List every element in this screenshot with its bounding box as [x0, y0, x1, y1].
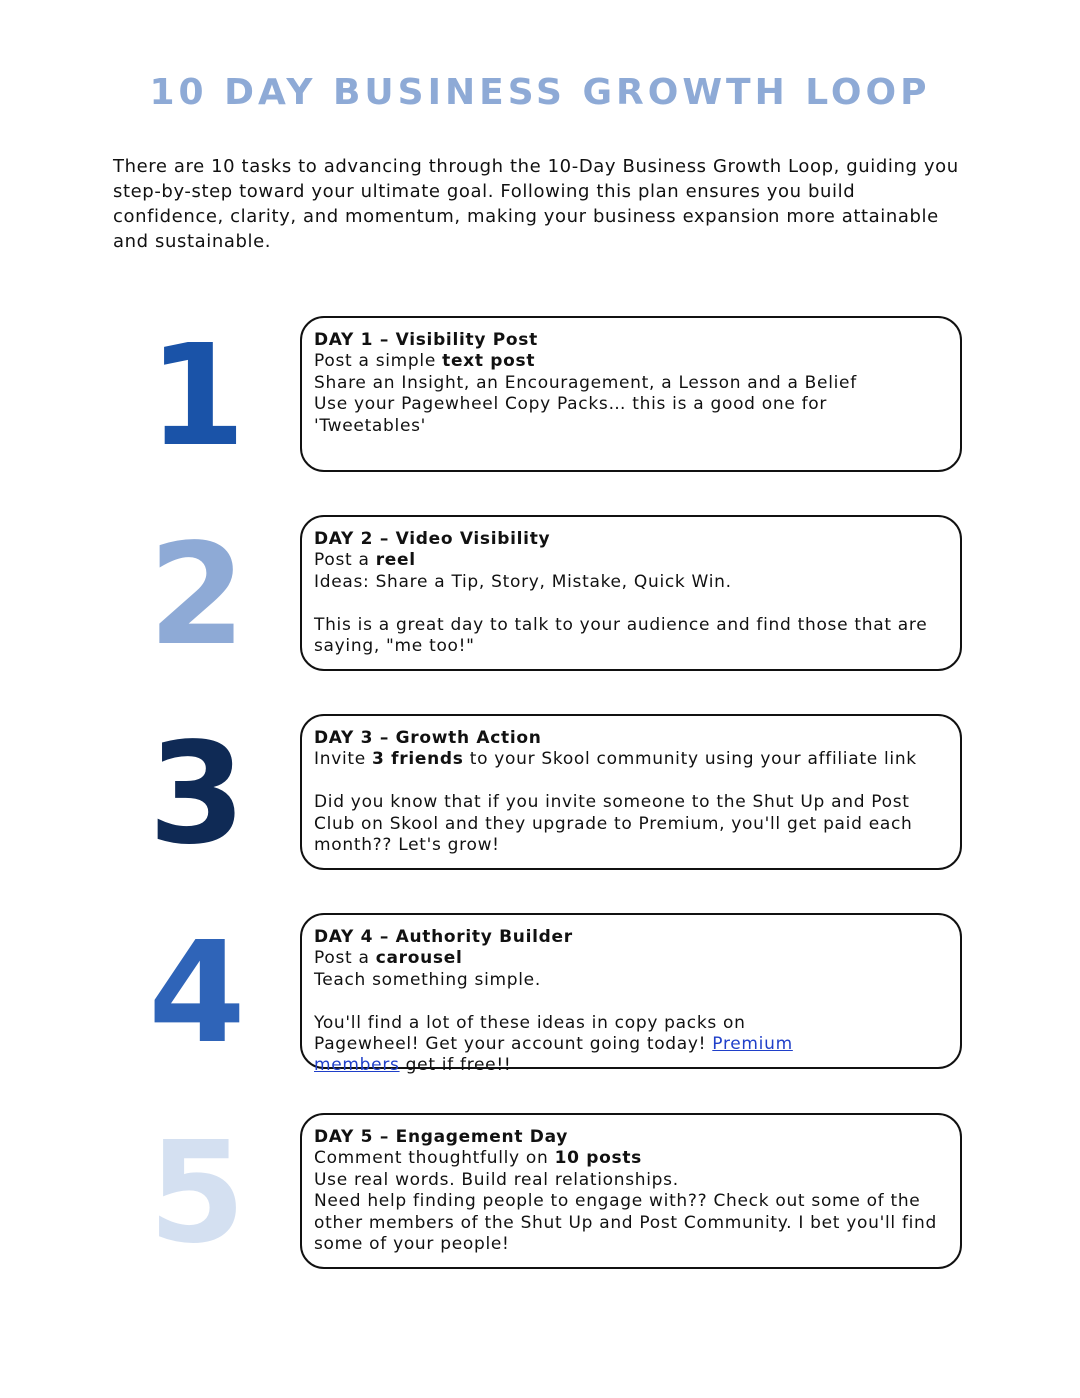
day-4-detail: Teach something simple. [314, 969, 541, 990]
day-3-row [0, 714, 1080, 876]
day-3-number: 3 [148, 713, 242, 876]
day-5-task-emphasis: 10 posts [554, 1148, 642, 1169]
day-4-heading: DAY 4 – Authority Builder [314, 927, 573, 947]
day-5-task-text: Comment thoughtfully on [314, 1148, 555, 1169]
day-4-card [300, 913, 962, 1076]
intro-paragraph: There are 10 tasks to advancing through the 10-Day Business Growth Loop, guiding you step-by-step toward your ultimate goal. Following this plan ensures you build confidence, clarity, and momentum, making your business expansion more attainable and sustainable. [113, 156, 959, 252]
day-3-card [300, 714, 962, 870]
day-2-note: This is a great day to talk to your audience and find those that are saying, "me too!" [314, 614, 928, 657]
day-2-heading: DAY 2 – Video Visibility [314, 529, 551, 549]
day-1-row [0, 316, 1080, 478]
day-5-task [314, 1148, 946, 1169]
day-1-task-text: Post a simple [314, 351, 443, 372]
day-2-number: 2 [148, 514, 242, 677]
day-4-row [0, 913, 1080, 1075]
day-2-row [0, 515, 1080, 677]
day-3-note: Did you know that if you invite someone to the Shut Up and Post Club on Skool and they upgrade to Premium, you'll get paid each month?? Let's grow! [314, 792, 913, 856]
day-1-heading: DAY 1 – Visibility Post [314, 330, 538, 350]
day-1-task-emphasis: text post [442, 351, 536, 372]
day-4-spacer [314, 991, 946, 1012]
day-4-task [314, 948, 946, 969]
day-2-card [300, 515, 962, 671]
day-1-task [314, 351, 946, 372]
day-2-detail: Ideas: Share a Tip, Story, Mistake, Quick Win. [314, 571, 732, 592]
day-3-task-rest: to your Skool community using your affiliate link [463, 749, 917, 770]
day-3-task-text: Invite [314, 749, 373, 770]
day-4-task-emphasis: carousel [375, 948, 463, 969]
day-5-detail: Use real words. Build real relationships. [314, 1169, 679, 1190]
day-4-note [314, 1013, 834, 1077]
day-4-note-rest: get if free!! [399, 1055, 512, 1076]
day-2-spacer [314, 593, 946, 614]
day-2-task-text: Post a [314, 550, 376, 571]
day-5-card [300, 1113, 962, 1269]
day-1-card [300, 316, 962, 472]
premium-members-link[interactable]: Premium members [314, 1034, 793, 1076]
page-title: 10 DAY BUSINESS GROWTH LOOP [149, 72, 931, 113]
day-4-number: 4 [148, 912, 242, 1075]
day-1-detail: Share an Insight, an Encouragement, a Lesson and a Belief [314, 372, 857, 393]
day-4-task-text: Post a [314, 948, 376, 969]
day-4-note-text: You'll find a lot of these ideas in copy packs on Pagewheel! Get your account going today! [314, 1012, 746, 1055]
day-5-number: 5 [148, 1112, 242, 1275]
day-1-note: Use your Pagewheel Copy Packs… this is a good one for 'Tweetables' [314, 394, 828, 436]
day-2-task-emphasis: reel [375, 550, 416, 571]
day-5-heading: DAY 5 – Engagement Day [314, 1127, 569, 1147]
day-2-task [314, 550, 946, 571]
day-5-row [0, 1113, 1080, 1275]
day-3-task [314, 749, 946, 770]
day-5-note: Need help finding people to engage with?? Check out some of the other members of the Shut Up and Post Community. I bet you'll find some of your people! [314, 1191, 938, 1255]
day-3-task-emphasis: 3 friends [372, 749, 464, 770]
day-1-number: 1 [148, 315, 242, 478]
day-3-heading: DAY 3 – Growth Action [314, 728, 542, 748]
day-3-spacer [314, 771, 946, 792]
